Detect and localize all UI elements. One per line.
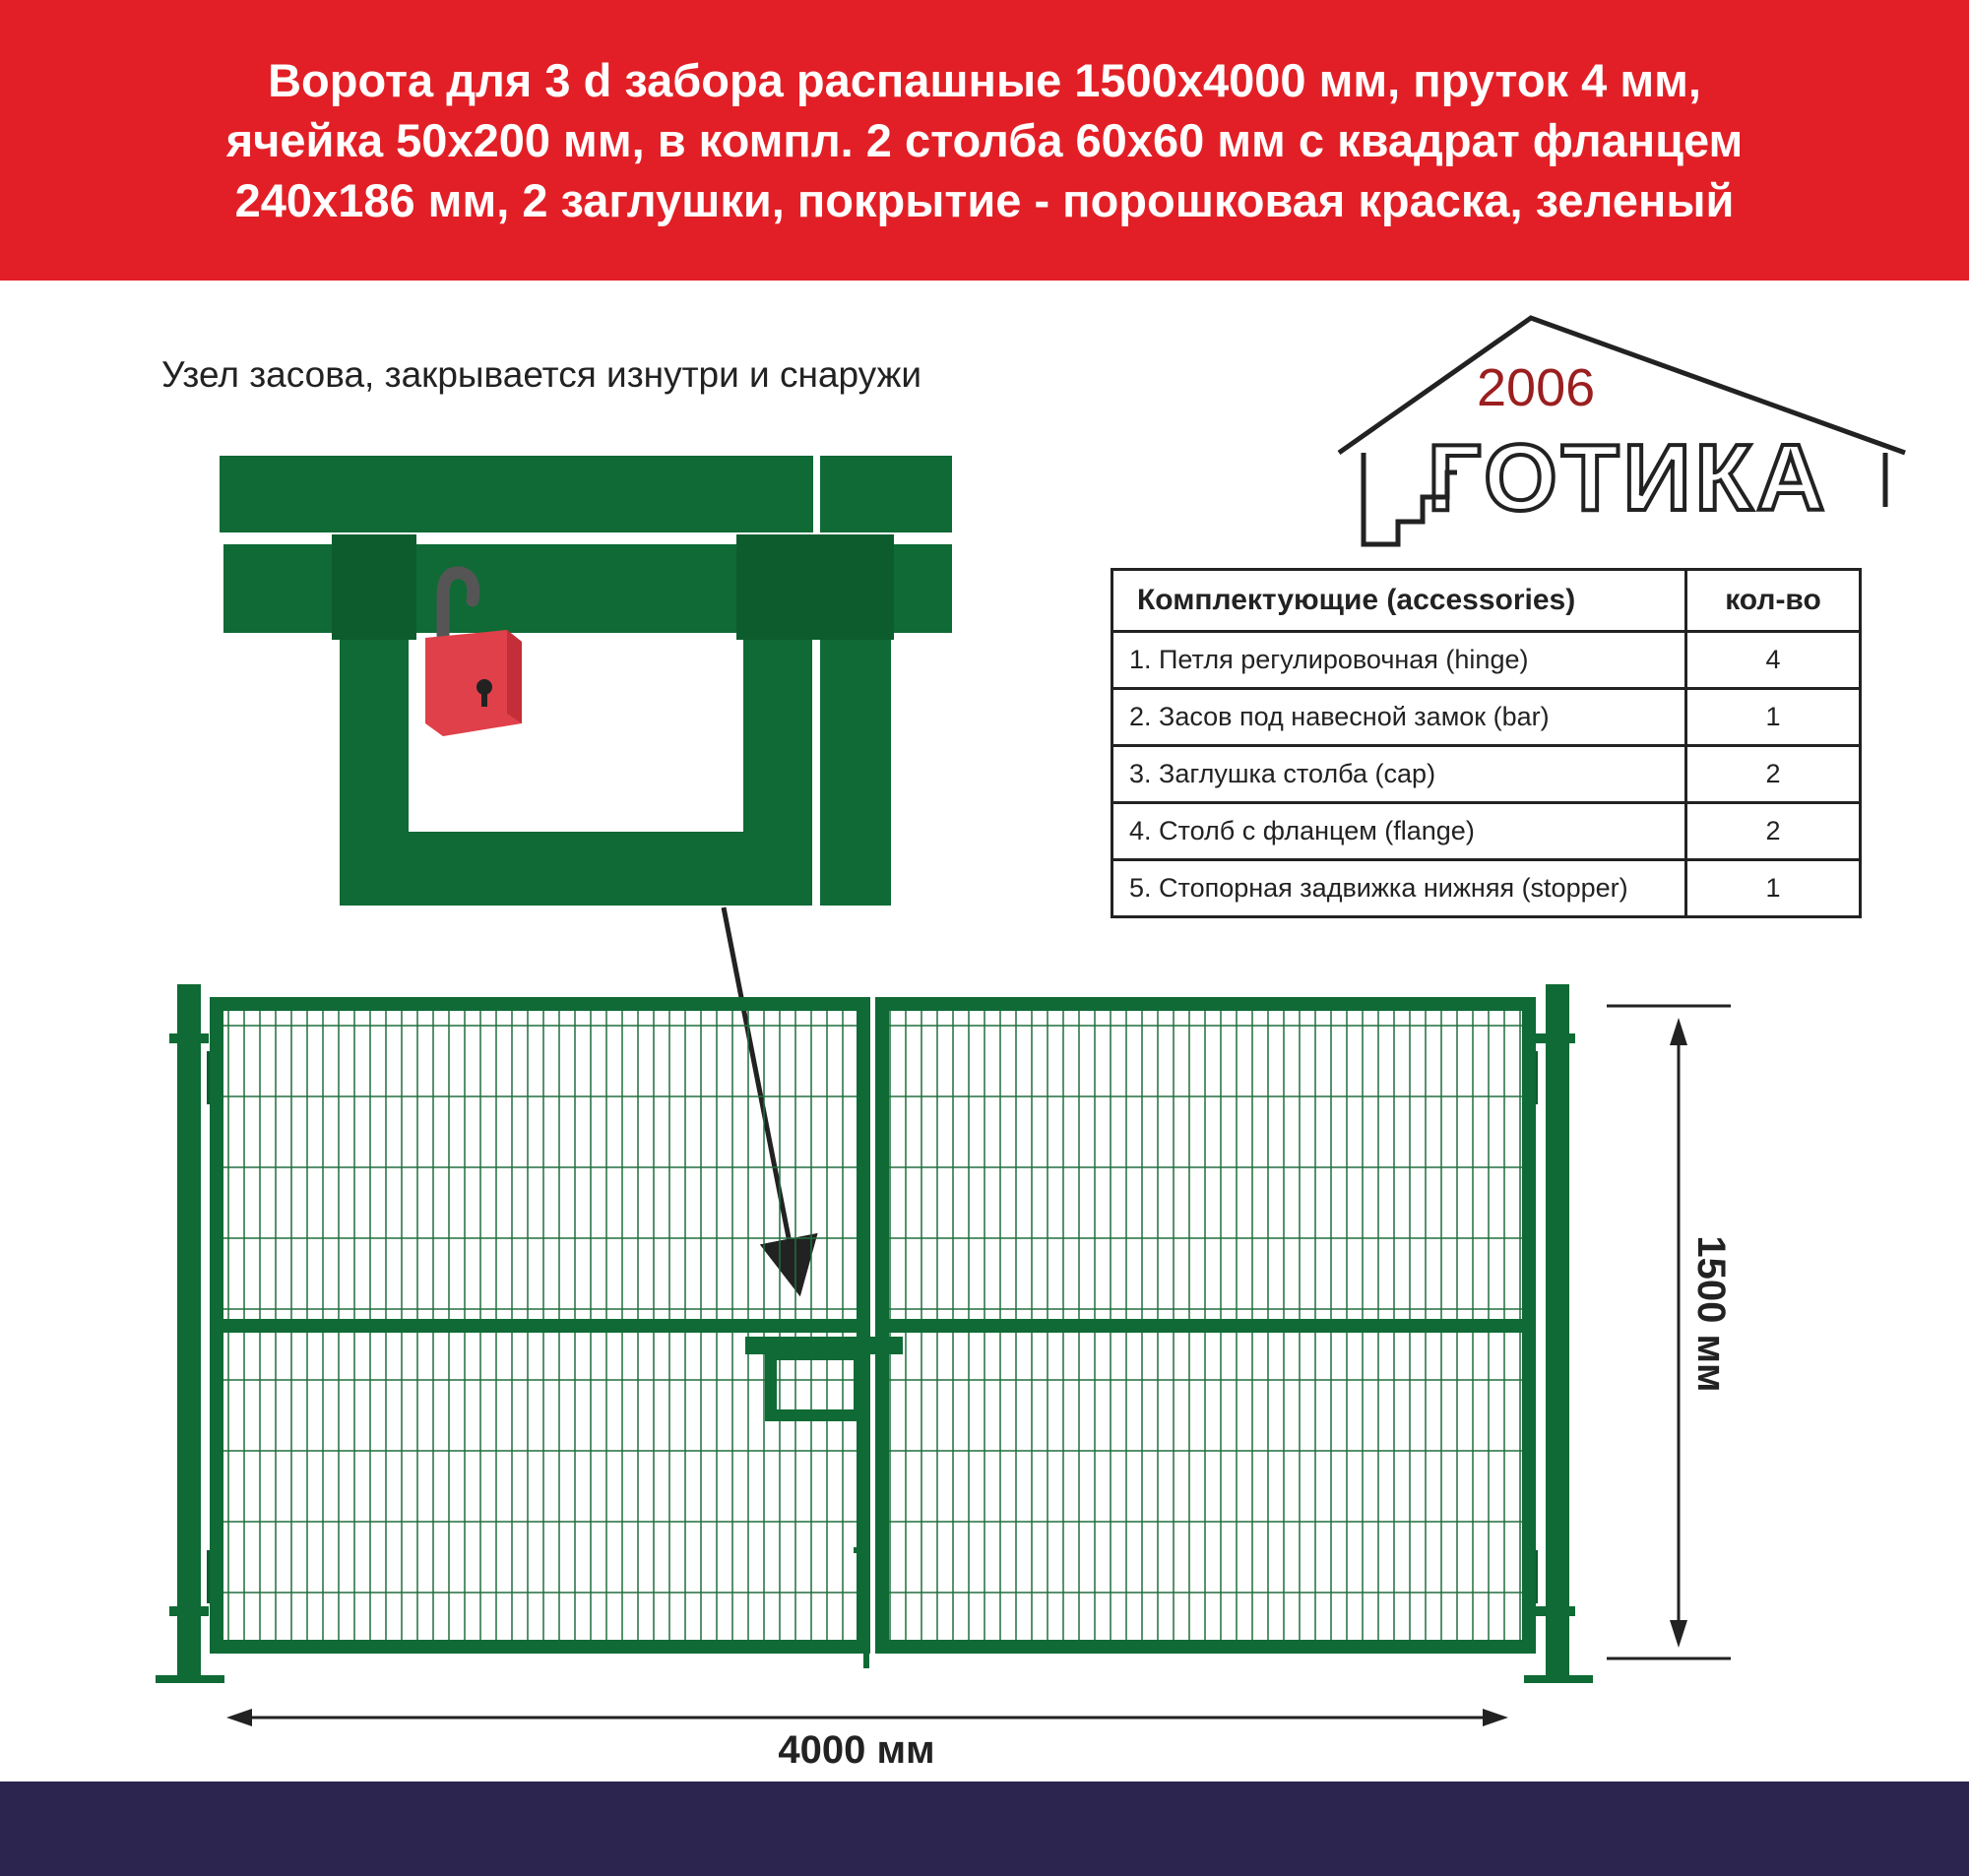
latch-loop-right [743,640,812,906]
latch-right-post-top [820,456,952,532]
height-label: 1500 мм [1689,1235,1733,1393]
accessory-qty: 2 [1686,803,1861,860]
left-post [177,984,201,1683]
latch-loop-bottom [340,832,812,906]
header-accessories: Комплектующие (accessories) [1112,570,1686,632]
accessory-name: 3. Заглушка столба (cap) [1112,746,1686,803]
header-quantity: кол-во [1686,570,1861,632]
table-row [1112,632,1861,689]
left-post-base [156,1675,224,1683]
hinge-icon [1536,1606,1575,1616]
title-line-1: Ворота для 3 d забора распашные 1500х4000 мм, пруток 4 мм, [268,54,1701,106]
accessory-qty: 2 [1686,746,1861,803]
latch-top-rail [220,456,813,532]
accessory-qty: 1 [1686,860,1861,917]
accessory-qty: 4 [1686,632,1861,689]
right-post-base [1524,1675,1593,1683]
accessories-table [1111,568,1862,918]
table-header-row [1112,570,1861,632]
hinge-icon [169,1606,209,1616]
latch-right-clamp [736,534,821,640]
title-line-3: 240х186 мм, 2 заглушки, покрытие - порошковая краска, зеленый [234,174,1735,226]
latch-left-clamp [332,534,416,640]
table-row [1112,689,1861,746]
latch-post-clamp [819,534,894,640]
left-crossbar [222,1319,862,1333]
accessory-name: 1. Петля регулировочная (hinge) [1112,632,1686,689]
table-row [1112,746,1861,803]
accessory-name: 4. Столб с фланцем (flange) [1112,803,1686,860]
right-post [1546,984,1569,1683]
accessory-qty: 1 [1686,689,1861,746]
accessory-name: 2. Засов под навесной замок (bar) [1112,689,1686,746]
gate-drawing [156,984,1593,1683]
latch-detail-drawing [220,456,952,906]
table-row [1112,803,1861,860]
logo-year: 2006 [1477,358,1596,417]
latch-caption: Узел засова, закрывается изнутри и снаружи [161,354,922,395]
width-label: 4000 мм [778,1728,935,1772]
title-line-2: ячейка 50х200 мм, в компл. 2 столба 60х60 мм с квадрат фланцем [225,114,1744,166]
logo-name: ГОТИКА [1428,425,1829,531]
latch-post [820,640,891,906]
hinge-icon [1536,1033,1575,1043]
accessory-name: 5. Стопорная задвижка нижняя (stopper) [1112,860,1686,917]
hinge-icon [169,1033,209,1043]
right-crossbar [882,1319,1522,1333]
footer-bar [0,1782,1969,1876]
width-dimension [226,1709,1508,1726]
table-row [1112,860,1861,917]
